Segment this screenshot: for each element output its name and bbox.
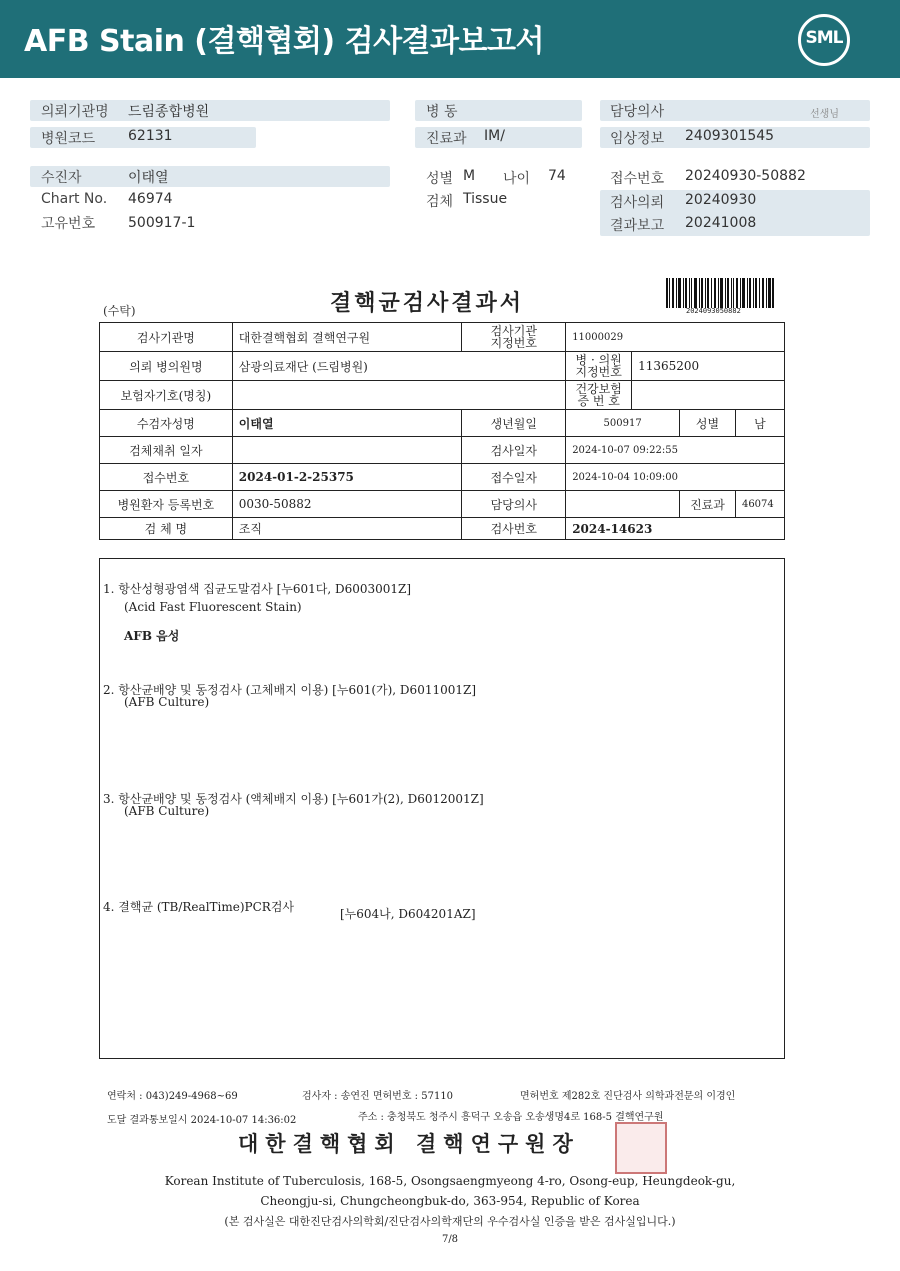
document-title: 결핵균검사결과서 [330, 290, 525, 316]
cell-value: 남 [735, 410, 784, 437]
cell-value: 2024-14623 [566, 518, 785, 540]
arrival-line: 도달 결과통보일시 2024-10-07 14:36:02 [107, 1115, 297, 1126]
license-line: 면허번호 제282호 진단검사 의학과전문의 이경인 [520, 1091, 736, 1102]
reqdate-label: 검사의뢰 [610, 195, 665, 211]
cell-value [632, 381, 785, 410]
cell-value: 2024-10-04 10:09:00 [566, 464, 785, 491]
table-row [100, 323, 785, 352]
test-1-result: AFB 음성 [124, 629, 180, 643]
cell-label: 병원환자 등록번호 [100, 491, 233, 518]
cell-value: 삼광의료재단 (드림병원) [232, 352, 565, 381]
cell-label: 검사기관명 [100, 323, 233, 352]
cell-label: 진료과 [680, 491, 736, 518]
cell-value [232, 381, 565, 410]
cell-label: 생년월일 [462, 410, 566, 437]
table-row [100, 491, 785, 518]
report-date-value: 20241008 [685, 215, 757, 231]
test-2-sub: (AFB Culture) [124, 695, 210, 709]
cell-label: 수검자성명 [100, 410, 233, 437]
test-3-title: 3. 항산균배양 및 동정검사 (액체배지 이용) [누601가(2), D6012001Z] [103, 792, 484, 806]
page-number: 7/8 [441, 1234, 459, 1245]
table-row [100, 464, 785, 491]
cell-label: 건강보험 증 번 호 [566, 381, 632, 410]
cell-label: 검 체 명 [100, 518, 233, 540]
uid-value: 500917-1 [128, 215, 196, 231]
receipt-label: 접수번호 [610, 171, 665, 187]
dept-value: IM/ [484, 128, 505, 144]
sml-logo [798, 14, 850, 66]
cell-value: 이태열 [232, 410, 462, 437]
cell-label: 검체채취 일자 [100, 437, 233, 464]
dept-label: 진료과 [426, 131, 467, 147]
certification-note: (본 검사실은 대한진단검사의학회/진단검사의학재단의 우수검사실 인증을 받은 검사실입니다.) [224, 1215, 676, 1228]
age-label: 나이 [503, 171, 531, 187]
cell-value: 2024-01-2-25375 [232, 464, 462, 491]
test-2-title: 2. 항산균배양 및 동정검사 (고체배지 이용) [누601(가), D6011001Z] [103, 683, 477, 697]
contact-line: 연락처 : 043)249-4968~69 [107, 1091, 238, 1102]
report-title: AFB Stain (결핵협회) 검사결과보고서 [24, 24, 544, 59]
requester-value: 드림종합병원 [128, 104, 210, 120]
barcode [666, 278, 774, 308]
table-row [100, 437, 785, 464]
cell-label: 접수일자 [462, 464, 566, 491]
barcode-number: 2024093050882 [686, 307, 741, 315]
table-row [100, 352, 785, 381]
cell-label: 접수번호 [100, 464, 233, 491]
cell-value [232, 437, 462, 464]
english-address-1: Korean Institute of Tuberculosis, 168-5, Osongsaengmyeong 4-ro, Osong-eup, Heungdeok-gu, [164, 1174, 736, 1188]
uid-label: 고유번호 [41, 216, 96, 232]
cell-label: 검사기관 지정번호 [462, 323, 566, 352]
doctor-label: 담당의사 [610, 104, 665, 120]
cell-label: 검사일자 [462, 437, 566, 464]
chart-value: 46974 [128, 191, 173, 207]
cell-value: 2024-10-07 09:22:55 [566, 437, 785, 464]
test-4-title: 4. 결핵균 (TB/RealTime)PCR검사 [103, 900, 295, 914]
report-date-label: 결과보고 [610, 218, 665, 234]
patient-bar [30, 166, 390, 187]
examiner-line: 검사자 : 송연진 면허번호 : 57110 [302, 1091, 454, 1102]
cell-value: 46074 [735, 491, 784, 518]
test-1-title: 1. 항산성형광염색 집균도말검사 [누601다, D6003001Z] [103, 582, 412, 596]
reqdate-value: 20240930 [685, 192, 757, 208]
hospcode-label: 병원코드 [41, 131, 96, 147]
report-header [0, 0, 900, 78]
test-4-code: [누604나, D604201AZ] [340, 907, 476, 921]
cell-value [566, 491, 680, 518]
age-value: 74 [548, 168, 566, 184]
cell-label: 담당의사 [462, 491, 566, 518]
sex-value: M [463, 168, 476, 184]
test-1-sub: (Acid Fast Fluorescent Stain) [124, 600, 302, 614]
cell-value: 11365200 [632, 352, 785, 381]
address-line: 주소 : 충청북도 청주시 흥덕구 오송읍 오송생명4로 168-5 결핵연구원 [358, 1112, 664, 1123]
table-row [100, 518, 785, 540]
cell-value: 0030-50882 [232, 491, 462, 518]
table-row [100, 381, 785, 410]
cell-label: 검사번호 [462, 518, 566, 540]
copy-mark: (수탁) [103, 304, 136, 318]
specimen-value: Tissue [463, 191, 508, 207]
requester-label: 의뢰기관명 [41, 104, 109, 120]
table-row [100, 410, 785, 437]
organization-name: 대한결핵협회 결핵연구원장 [238, 1131, 580, 1156]
chart-label: Chart No. [41, 191, 108, 207]
specimen-label: 검체 [426, 194, 454, 210]
test-3-sub: (AFB Culture) [124, 804, 210, 818]
doctor-note: 선생님 [810, 109, 839, 120]
clinical-value: 2409301545 [685, 128, 775, 144]
hospcode-value: 62131 [128, 128, 173, 144]
cell-value: 조직 [232, 518, 462, 540]
result-table [99, 322, 785, 540]
patient-value: 이태열 [128, 170, 169, 186]
cell-value: 대한결핵협회 결핵연구원 [232, 323, 462, 352]
cell-label: 의뢰 병의원명 [100, 352, 233, 381]
sex-label: 성별 [426, 171, 454, 187]
ward-label: 병 동 [426, 104, 458, 120]
logo-text: SML [805, 28, 843, 48]
cell-label: 보험자기호(명칭) [100, 381, 233, 410]
patient-label: 수진자 [41, 170, 82, 186]
receipt-value: 20240930-50882 [685, 168, 806, 184]
clinical-label: 임상정보 [610, 131, 665, 147]
official-seal [615, 1122, 667, 1174]
english-address-2: Cheongju-si, Chungcheongbuk-do, 363-954, Republic of Korea [260, 1194, 640, 1208]
cell-value: 11000029 [566, 323, 785, 352]
cell-label: 병 · 의원 지정번호 [566, 352, 632, 381]
cell-value: 500917 [566, 410, 680, 437]
cell-label: 성별 [680, 410, 736, 437]
